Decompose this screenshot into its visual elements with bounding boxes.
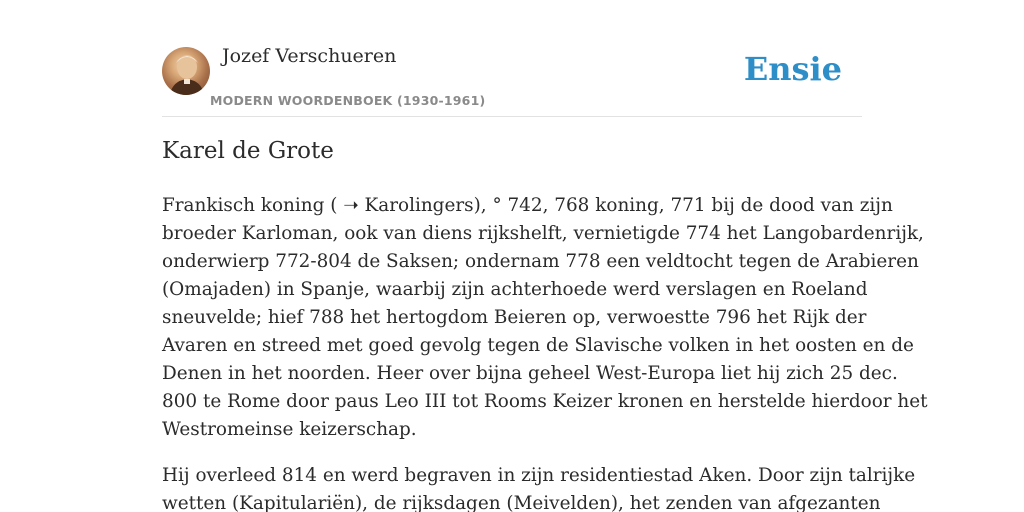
text-line: Westromeinse keizerschap. bbox=[162, 419, 417, 440]
text-line: onderwierp 772-804 de Saksen; ondernam 778 een veldtocht tegen de Arabieren bbox=[162, 251, 919, 272]
article-content bbox=[162, 192, 928, 512]
karolingers-link[interactable]: ➝ Karolingers bbox=[337, 195, 474, 216]
text-line: Avaren en streed met goed gevolg tegen de Slavische volken in het oosten en de bbox=[162, 335, 914, 356]
header bbox=[162, 44, 862, 117]
text-line: wetten (Kapitulariën), de rijksdagen (Meivelden), het zenden van afgezanten bbox=[162, 493, 881, 512]
author-avatar[interactable] bbox=[162, 47, 210, 95]
text-line: 800 te Rome door paus Leo III tot Rooms Keizer kronen en herstelde hierdoor het bbox=[162, 391, 928, 412]
text-line: (Omajaden) in Spanje, waarbij zijn achterhoede werd verslagen en Roeland bbox=[162, 279, 868, 300]
paragraph bbox=[162, 192, 928, 444]
source-label[interactable]: MODERN WOORDENBOEK (1930-1961) bbox=[210, 93, 486, 108]
paragraph bbox=[162, 462, 916, 512]
text-line: broeder Karloman, ook van diens rijkshelft, vernietigde 774 het Langobardenrijk, bbox=[162, 223, 924, 244]
text-segment: ), ° 742, 768 koning, 771 bij de dood van zijn bbox=[473, 195, 893, 216]
article-title: Karel de Grote bbox=[162, 138, 334, 164]
text-line: sneuvelde; hief 788 het hertogdom Beieren op, verwoestte 796 het Rijk der bbox=[162, 307, 867, 328]
text-line bbox=[162, 192, 893, 220]
text-segment: Frankisch koning ( bbox=[162, 195, 338, 216]
author-name[interactable]: Jozef Verschueren bbox=[222, 45, 397, 67]
ensie-logo[interactable]: Ensie bbox=[743, 50, 842, 88]
text-line: Denen in het noorden. Heer over bijna geheel West-Europa liet hij zich 25 dec. bbox=[162, 363, 898, 384]
portrait-icon bbox=[162, 47, 210, 95]
text-line: Hij overleed 814 en werd begraven in zijn residentiestad Aken. Door zijn talrijke bbox=[162, 465, 916, 486]
